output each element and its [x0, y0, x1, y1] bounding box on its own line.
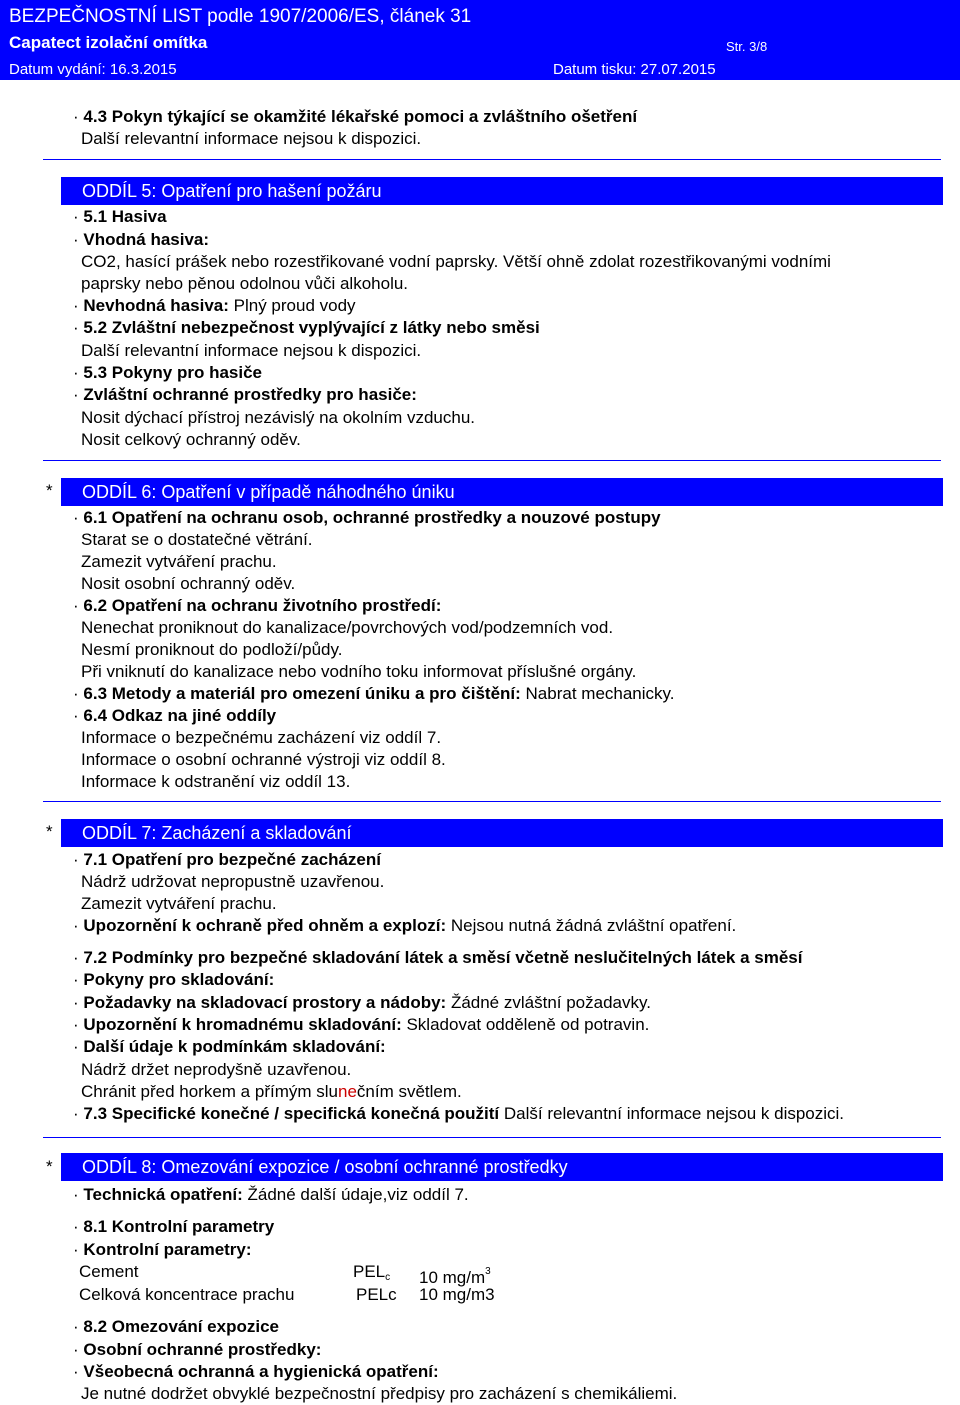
text-dalsi-1: Nádrž držet neprodyšně uzavřenou.	[81, 1060, 352, 1079]
bullet-line: · Pokyny pro skladování:	[73, 970, 275, 989]
label-dalsi-udaje: Další údaje k podmínkám skladování:	[83, 1037, 386, 1056]
section-8-bar	[61, 1153, 943, 1181]
bullet-line: · Všeobecná ochranná a hygienická opatření:	[73, 1362, 439, 1381]
print-date: Datum tisku: 27.07.2015	[553, 61, 716, 78]
limit-value: 10 $mg/m^3$	[419, 1266, 491, 1287]
text-6-2-c: Při vniknutí do kanalizace nebo vodního toku informovat příslušné orgány.	[81, 662, 637, 681]
text-7-3: Další relevantní informace nejsou k dispozici.	[503, 1104, 845, 1123]
bullet-line: · 6.1 Opatření na ochranu osob, ochranné prostředky a nouzové postupy	[73, 508, 661, 527]
divider	[43, 460, 941, 461]
text-hromadne: Skladovat odděleně od potravin.	[406, 1015, 650, 1034]
limit-value: 10 mg/m3	[419, 1285, 495, 1304]
label-osobni-prostredky: Osobní ochranné prostředky:	[83, 1340, 322, 1359]
heading-5-3: 5.3 Pokyny pro hasiče	[83, 363, 262, 382]
text-vhodna-1: CO2, hasící prášek nebo rozestřikované vodní paprsky. Větší ohně zdolat rozestřikovanými vodními	[81, 252, 831, 271]
divider	[43, 1137, 941, 1138]
bullet-line: · 6.4 Odkaz na jiné oddíly	[73, 706, 277, 725]
bullet-line: · 7.3 Specifické konečné / specifická konečná použití Další relevantní informace nejsou k dispozici.	[73, 1104, 845, 1123]
revision-marker: *	[46, 481, 53, 500]
bullet-line: · Požadavky na skladovací prostory a nádoby: Žádné zvláštní požadavky.	[73, 993, 651, 1012]
bullet-line: · 8.2 Omezování expozice	[73, 1317, 279, 1336]
divider	[43, 801, 941, 802]
issue-date: Datum vydání: 16.3.2015	[9, 61, 177, 78]
heading-4-3: 4.3 Pokyn týkající se okamžité lékařské pomoci a zvláštního ošetření	[83, 107, 638, 126]
limit-type: $PEL_c$	[353, 1262, 391, 1283]
text-6-2-a: Nenechat proniknout do kanalizace/povrchových vod/podzemních vod.	[81, 618, 614, 637]
document-header	[0, 0, 960, 80]
label-fire-protection: Upozornění k ochraně před ohněm a explozí:	[83, 916, 447, 935]
bullet-line: · 7.2 Podmínky pro bezpečné skladování látek a směsí včetně neslučitelných látek a směsí	[73, 948, 803, 967]
heading-6-2: 6.2 Opatření na ochranu životního prostředí:	[83, 596, 442, 615]
label-kontrolni-parametry: Kontrolní parametry:	[83, 1240, 252, 1259]
bullet-line: · Osobní ochranné prostředky:	[73, 1340, 322, 1359]
bullet-line: · Nevhodná hasiva: Plný proud vody	[73, 296, 356, 315]
text-dalsi-2: Chránit před horkem a přímým slunečním světlem.	[81, 1082, 462, 1101]
bullet-line: · 8.1 Kontrolní parametry	[73, 1217, 275, 1236]
revision-marker: *	[46, 822, 53, 841]
heading-7-1: 7.1 Opatření pro bezpečné zacházení	[83, 850, 381, 869]
divider	[43, 159, 941, 160]
text-6-4-a: Informace o bezpečnému zacházení viz oddíl 7.	[81, 728, 442, 747]
text-6-1-c: Nosit osobní ochranný oděv.	[81, 574, 296, 593]
text-7-1-a: Nádrž udržovat nepropustně uzavřenou.	[81, 872, 385, 891]
section-7-title: ODDÍL 7: Zacházení a skladování	[82, 823, 352, 843]
heading-6-3: 6.3 Metody a materiál pro omezení úniku a pro čištění:	[83, 684, 521, 703]
label-nevhodna-hasiva: Nevhodná hasiva:	[83, 296, 229, 315]
text-6-4-b: Informace o osobní ochranné výstroji viz oddíl 8.	[81, 750, 446, 769]
bullet-line: · Kontrolní parametry:	[73, 1240, 252, 1259]
label-prostredky-hasice: Zvláštní ochranné prostředky pro hasiče:	[83, 385, 417, 404]
label-pokyny-skladovani: Pokyny pro skladování:	[83, 970, 275, 989]
section-5-bar	[61, 177, 943, 205]
text-5-3-a: Nosit dýchací přístroj nezávislý na okolním vzduchu.	[81, 408, 476, 427]
text-5-3-b: Nosit celkový ochranný oděv.	[81, 430, 301, 449]
bullet-line: · Další údaje k podmínkám skladování:	[73, 1037, 386, 1056]
bullet-line: · 5.3 Pokyny pro hasiče	[73, 363, 262, 382]
bullet-line: · Zvláštní ochranné prostředky pro hasiče:	[73, 385, 417, 404]
bullet-line: · Vhodná hasiva:	[73, 230, 210, 249]
text-technicka-opatreni: Žádné další údaje,viz oddíl 7.	[247, 1185, 469, 1204]
substance-name: Celková koncentrace prachu	[79, 1285, 295, 1304]
text-6-3: Nabrat mechanicky.	[525, 684, 675, 703]
document-title: BEZPEČNOSTNÍ LIST podle 1907/2006/ES, článek 31	[9, 6, 472, 27]
text-6-1-b: Zamezit vytváření prachu.	[81, 552, 277, 571]
bullet-line: · Upozornění k ochraně před ohněm a explozí: Nejsou nutná žádná zvláštní opatření.	[73, 916, 737, 935]
bullet-line: · 4.3 Pokyn týkající se okamžité lékařské pomoci a zvláštního ošetření	[73, 107, 638, 126]
limit-type: PELc	[356, 1285, 397, 1304]
text-vseobecna-opatreni: Je nutné dodržet obvyklé bezpečnostní předpisy pro zacházení s chemikáliemi.	[81, 1384, 678, 1403]
heading-6-1: 6.1 Opatření na ochranu osob, ochranné prostředky a nouzové postupy	[83, 508, 661, 527]
bullet-line: · 6.2 Opatření na ochranu životního prostředí:	[73, 596, 442, 615]
bullet-line: · Technická opatření: Žádné další údaje,viz oddíl 7.	[73, 1185, 469, 1204]
text-nevhodna: Plný proud vody	[233, 296, 356, 315]
bullet-line: · 6.3 Metody a materiál pro omezení úniku a pro čištění: Nabrat mechanicky.	[73, 684, 675, 703]
text-vhodna-2: paprsky nebo pěnou odolnou vůči alkoholu.	[81, 274, 409, 293]
bullet-line: · 5.1 Hasiva	[73, 207, 167, 226]
heading-7-3: 7.3 Specifické konečné / specifická konečná použití	[83, 1104, 500, 1123]
text-fire-protection: Nejsou nutná žádná zvláštní opatření.	[450, 916, 737, 935]
section-7-bar	[61, 819, 943, 847]
text-6-4-c: Informace k odstranění viz oddíl 13.	[81, 772, 351, 791]
bullet-line: · 7.1 Opatření pro bezpečné zacházení	[73, 850, 381, 869]
section-8-title: ODDÍL 8: Omezování expozice / osobní ochranné prostředky	[82, 1157, 568, 1177]
text-6-1-a: Starat se o dostatečné větrání.	[81, 530, 313, 549]
page-number: Str. 3/8	[726, 39, 768, 54]
heading-8-1: 8.1 Kontrolní parametry	[83, 1217, 275, 1236]
text-4-3: Další relevantní informace nejsou k dispozici.	[81, 129, 422, 148]
revision-marker: *	[46, 1157, 53, 1176]
heading-6-4: 6.4 Odkaz na jiné oddíly	[83, 706, 277, 725]
text-6-2-b: Nesmí proniknout do podloží/půdy.	[81, 640, 343, 659]
substance-name: Cement	[79, 1262, 139, 1281]
label-pozadavky: Požadavky na skladovací prostory a nádoby:	[83, 993, 447, 1012]
text-5-2: Další relevantní informace nejsou k dispozici.	[81, 341, 422, 360]
text-7-1-b: Zamezit vytváření prachu.	[81, 894, 277, 913]
section-6-bar	[61, 478, 943, 506]
product-name: Capatect izolační omítka	[9, 33, 208, 52]
heading-8-2: 8.2 Omezování expozice	[83, 1317, 279, 1336]
heading-7-2: 7.2 Podmínky pro bezpečné skladování látek a směsí včetně neslučitelných látek a směsí	[83, 948, 803, 967]
section-6-title: ODDÍL 6: Opatření v případě náhodného úniku	[82, 482, 455, 502]
label-vhodna-hasiva: Vhodná hasiva:	[83, 230, 210, 249]
label-vseobecna-opatreni: Všeobecná ochranná a hygienická opatření:	[83, 1362, 439, 1381]
text-pozadavky: Žádné zvláštní požadavky.	[450, 993, 651, 1012]
label-hromadne: Upozornění k hromadnému skladování:	[83, 1015, 402, 1034]
bullet-line: · 5.2 Zvláštní nebezpečnost vyplývající z látky nebo směsi	[73, 318, 540, 337]
heading-5-2: 5.2 Zvláštní nebezpečnost vyplývající z látky nebo směsi	[83, 318, 540, 337]
bullet-line: · Upozornění k hromadnému skladování: Skladovat odděleně od potravin.	[73, 1015, 650, 1034]
label-technicka-opatreni: Technická opatření:	[83, 1185, 243, 1204]
section-5-title: ODDÍL 5: Opatření pro hašení požáru	[82, 181, 382, 201]
heading-5-1: 5.1 Hasiva	[83, 207, 167, 226]
